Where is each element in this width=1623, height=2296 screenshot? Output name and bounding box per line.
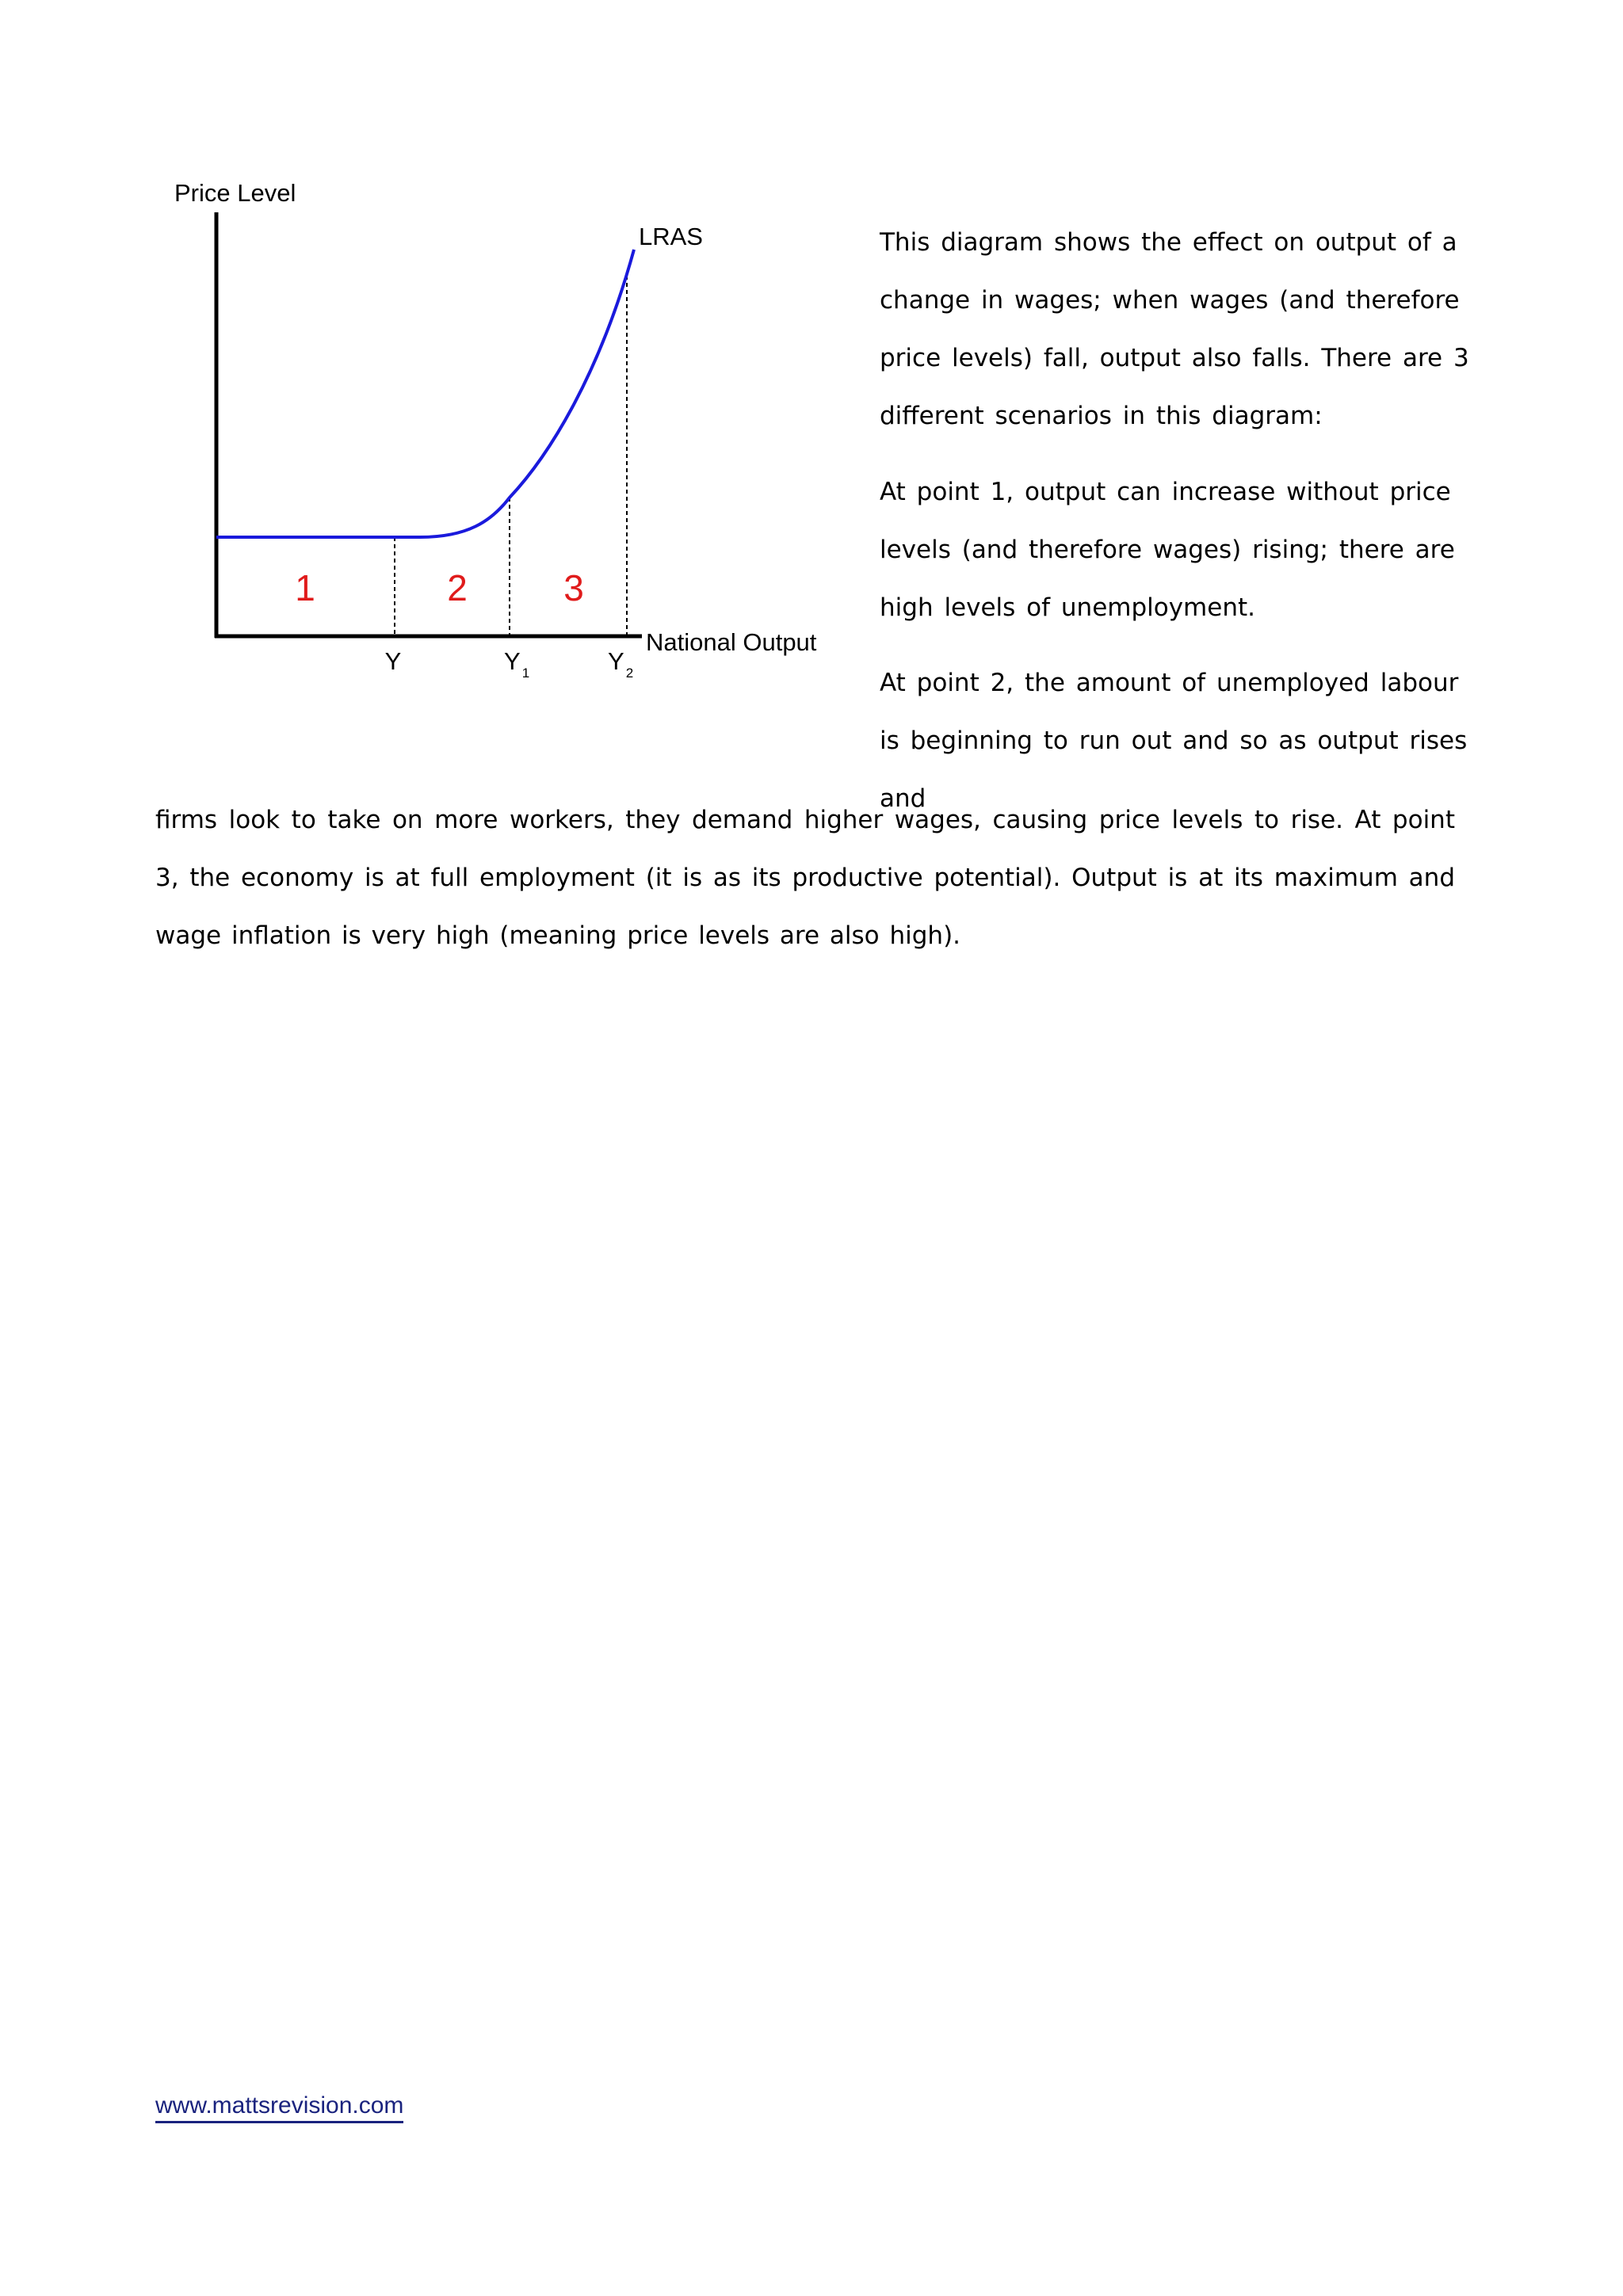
- tick-label-y: [385, 647, 402, 675]
- lras-curve: [216, 250, 634, 537]
- paragraph-intro-text: This diagram shows the effect on output of a change in wages; when wages (and therefore price levels) fall, output also falls. There are 3 different scenarios in this diagram:: [880, 228, 1469, 430]
- tick-y1-base: Y: [504, 647, 521, 675]
- paragraph-point-2-text: At point 2, the amount of unemployed labour is beginning to run out and so as output rises and: [880, 669, 1468, 813]
- lras-diagram: [151, 173, 864, 711]
- tick-label-y1: [504, 647, 529, 681]
- tick-y-base: Y: [384, 647, 402, 675]
- paragraph-intro: [880, 214, 1474, 445]
- y-axis-label: Price Level: [174, 179, 296, 207]
- lras-label: LRAS: [639, 223, 703, 250]
- paragraph-continuation: firms look to take on more workers, they demand higher wages, causing price levels to rise. At point 3, the economy is at full employment (it is as its productive potential). Output is at its maximum and wage inflation is very high (meaning price levels are also high).: [155, 806, 1455, 950]
- x-axis-label: National Output: [646, 628, 817, 656]
- paragraph-point-1: [880, 463, 1474, 637]
- region-label-3: 3: [563, 567, 584, 608]
- paragraph-point-1-text: At point 1, output can increase without price levels (and therefore wages) rising; there are high levels of unemployment.: [880, 478, 1455, 622]
- region-label-1: 1: [295, 567, 315, 608]
- tick-y1-sub: 1: [521, 666, 530, 681]
- tick-label-y2: [608, 647, 633, 681]
- tick-y2-base: Y: [608, 647, 624, 675]
- tick-y2-sub: 2: [625, 666, 634, 681]
- website-link[interactable]: www.mattsrevision.com: [155, 2092, 403, 2123]
- region-label-2: 2: [447, 567, 468, 608]
